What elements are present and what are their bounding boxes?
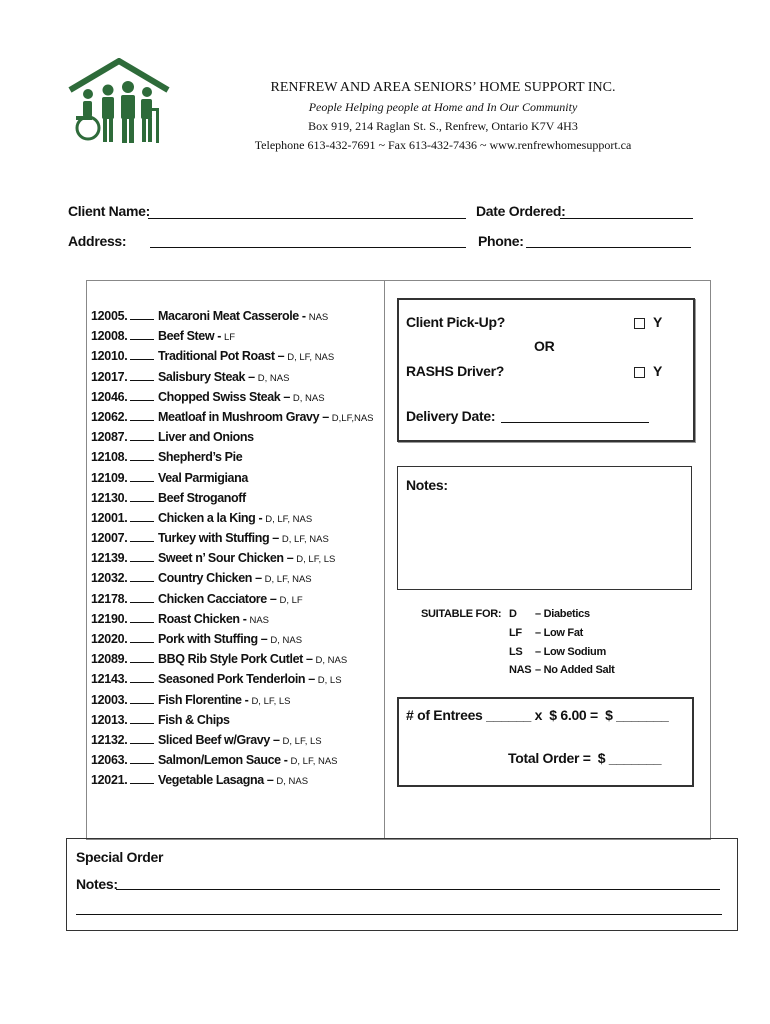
menu-item-name: Beef Stew - bbox=[158, 329, 221, 344]
menu-item-name: Fish & Chips bbox=[158, 712, 230, 727]
menu-item-code: 12010. bbox=[91, 349, 128, 364]
menu-item-name: BBQ Rib Style Pork Cutlet – bbox=[158, 652, 313, 667]
menu-item-code: 12143. bbox=[91, 672, 128, 687]
menu-item-code: 12178. bbox=[91, 591, 128, 606]
special-notes-line-1[interactable] bbox=[116, 889, 720, 890]
menu-item bbox=[91, 407, 374, 427]
menu-item-quantity-field[interactable] bbox=[130, 773, 154, 784]
menu-item-name: Country Chicken – bbox=[158, 571, 262, 586]
menu-item-tags: D, LF, LS bbox=[296, 554, 336, 566]
menu-item-code: 12132. bbox=[91, 732, 128, 747]
menu-item-quantity-field[interactable] bbox=[130, 592, 154, 603]
menu-item bbox=[91, 730, 374, 750]
menu-item-tags: D, LF, NAS bbox=[265, 513, 313, 525]
menu-item-quantity-field[interactable] bbox=[130, 349, 154, 360]
menu-item-code: 12003. bbox=[91, 692, 128, 707]
client-pickup-option[interactable] bbox=[634, 314, 662, 330]
menu-item bbox=[91, 750, 374, 770]
date-ordered-field[interactable] bbox=[560, 218, 693, 219]
legend-code: NAS bbox=[509, 664, 532, 676]
address-field[interactable] bbox=[150, 247, 466, 248]
menu-item-tags: D, LF, NAS bbox=[287, 352, 335, 364]
menu-item-tags: NAS bbox=[249, 614, 270, 626]
driver-label: RASHS Driver? bbox=[406, 363, 505, 379]
menu-item-name: Sliced Beef w/Gravy – bbox=[158, 732, 280, 747]
driver-option[interactable] bbox=[634, 363, 662, 379]
menu-item-quantity-field[interactable] bbox=[130, 511, 154, 522]
special-order-box bbox=[66, 838, 738, 931]
menu-item-tags: D, NAS bbox=[270, 635, 303, 646]
menu-item bbox=[91, 690, 374, 710]
organization-contact: Telephone 613-432-7691 ~ Fax 613-432-7436 ~ www.renfrewhomesupport.ca bbox=[254, 138, 632, 152]
menu-item bbox=[91, 589, 374, 609]
menu-item-code: 12008. bbox=[91, 329, 128, 344]
special-order-title: Special Order bbox=[76, 849, 164, 865]
menu-item bbox=[91, 367, 374, 387]
menu-item-tags: D, LF, NAS bbox=[264, 574, 312, 586]
menu-item-quantity-field[interactable] bbox=[130, 450, 154, 461]
menu-item-code: 12020. bbox=[91, 632, 128, 646]
organization-name: RENFREW AND AREA SENIORS’ HOME SUPPORT INC. bbox=[270, 80, 616, 95]
menu-item-name: Meatloaf in Mushroom Gravy – bbox=[158, 409, 329, 424]
menu-item bbox=[91, 488, 374, 508]
menu-item-quantity-field[interactable] bbox=[130, 471, 154, 482]
menu-item-name: Roast Chicken - bbox=[158, 611, 247, 626]
menu-item-quantity-field[interactable] bbox=[130, 693, 154, 704]
menu-item-code: 12001. bbox=[91, 510, 128, 525]
menu-item-tags: D, LF, NAS bbox=[290, 756, 338, 768]
phone-field[interactable] bbox=[526, 247, 691, 248]
menu-item-quantity-field[interactable] bbox=[130, 551, 154, 562]
menu-item-quantity-field[interactable] bbox=[130, 612, 154, 623]
menu-item-code: 12063. bbox=[91, 753, 128, 768]
menu-item-quantity-field[interactable] bbox=[130, 713, 154, 724]
menu-item bbox=[91, 508, 374, 528]
menu-item-name: Turkey with Stuffing – bbox=[158, 531, 279, 546]
driver-checkbox[interactable] bbox=[634, 367, 645, 378]
menu-item-name: Shepherd’s Pie bbox=[158, 450, 243, 465]
address-label: Address: bbox=[68, 233, 127, 249]
menu-item-code: 12108. bbox=[91, 450, 128, 465]
menu-item-name: Vegetable Lasagna – bbox=[158, 773, 274, 788]
menu-item-quantity-field[interactable] bbox=[130, 531, 154, 542]
or-label: OR bbox=[534, 338, 555, 354]
entrees-calculation[interactable]: # of Entrees ______ x $ 6.00 = $ _______ bbox=[406, 707, 669, 723]
menu-item-code: 12109. bbox=[91, 470, 128, 485]
date-ordered-label: Date Ordered: bbox=[476, 203, 566, 219]
menu-item-tags: D,LF,NAS bbox=[331, 412, 374, 424]
menu-item-quantity-field[interactable] bbox=[130, 733, 154, 744]
tagline: People Helping people at Home and In Our Community bbox=[308, 100, 578, 114]
menu-item bbox=[91, 427, 374, 447]
legend-description: – Diabetics bbox=[535, 608, 590, 620]
menu-item-code: 12005. bbox=[91, 309, 128, 323]
menu-item-tags: D, NAS bbox=[315, 655, 348, 667]
driver-yes-label: Y bbox=[653, 363, 663, 379]
menu-item-name: Salisbury Steak – bbox=[158, 369, 255, 384]
menu-item-code: 12139. bbox=[91, 551, 128, 566]
menu-item-quantity-field[interactable] bbox=[130, 410, 154, 421]
menu-item-code: 12087. bbox=[91, 430, 128, 445]
menu-item-code: 12089. bbox=[91, 652, 128, 667]
total-order[interactable]: Total Order = $ _______ bbox=[508, 750, 662, 766]
menu-item-quantity-field[interactable] bbox=[130, 632, 154, 643]
menu-item-quantity-field[interactable] bbox=[130, 652, 154, 663]
menu-item-quantity-field[interactable] bbox=[130, 309, 154, 320]
menu-item bbox=[91, 387, 374, 407]
menu-item-code: 12062. bbox=[91, 409, 128, 424]
menu-item-code: 12032. bbox=[91, 571, 128, 586]
client-pickup-checkbox[interactable] bbox=[634, 318, 645, 329]
menu-item-tags: D, NAS bbox=[276, 776, 309, 788]
menu-item bbox=[91, 649, 374, 669]
menu-item-code: 12190. bbox=[91, 611, 128, 626]
legend-code: LF bbox=[509, 627, 522, 639]
client-name-label: Client Name: bbox=[68, 203, 150, 219]
menu-item-name: Traditional Pot Roast – bbox=[158, 349, 285, 364]
client-pickup-yes-label: Y bbox=[653, 314, 663, 330]
menu-item bbox=[91, 528, 374, 548]
menu-item bbox=[91, 609, 374, 629]
menu-item-quantity-field[interactable] bbox=[130, 491, 154, 502]
menu-item-tags: D, NAS bbox=[257, 372, 290, 384]
notes-label: Notes: bbox=[406, 477, 448, 493]
legend-title: SUITABLE FOR: bbox=[421, 608, 502, 620]
menu-item-code: 12046. bbox=[91, 389, 128, 404]
menu-item-tags: NAS bbox=[308, 312, 329, 323]
menu-item-tags: D, LF bbox=[279, 594, 303, 606]
menu-item-name: Fish Florentine - bbox=[158, 692, 249, 707]
menu-item-code: 12007. bbox=[91, 531, 128, 546]
menu-item-quantity-field[interactable] bbox=[130, 370, 154, 381]
menu-item-tags: D, LF, NAS bbox=[281, 534, 329, 546]
menu-item-quantity-field[interactable] bbox=[130, 753, 154, 764]
menu-item-code: 12130. bbox=[91, 490, 128, 505]
legend-description: – No Added Salt bbox=[535, 664, 615, 676]
delivery-date-field[interactable] bbox=[501, 422, 649, 423]
menu-item-quantity-field[interactable] bbox=[130, 390, 154, 401]
menu-item-quantity-field[interactable] bbox=[130, 672, 154, 683]
menu-item-quantity-field[interactable] bbox=[130, 430, 154, 441]
client-name-field[interactable] bbox=[148, 218, 466, 219]
organization-address: Box 919, 214 Raglan St. S., Renfrew, Ontario K7V 4H3 bbox=[308, 119, 578, 133]
menu-item bbox=[91, 669, 374, 689]
menu-item-name: Macaroni Meat Casserole - bbox=[158, 309, 306, 323]
menu-item-code: 12017. bbox=[91, 369, 128, 384]
menu-item bbox=[91, 568, 374, 588]
menu-item-name: Chicken a la King - bbox=[158, 510, 263, 525]
client-pickup-label: Client Pick-Up? bbox=[406, 314, 505, 330]
legend-code: D bbox=[509, 608, 517, 620]
menu-item-code: 12013. bbox=[91, 712, 128, 727]
menu-item bbox=[91, 710, 374, 730]
phone-label: Phone: bbox=[478, 233, 524, 249]
menu-item-name: Seasoned Pork Tenderloin – bbox=[158, 672, 315, 687]
special-notes-label: Notes: bbox=[76, 876, 118, 892]
legend-description: – Low Sodium bbox=[535, 646, 606, 658]
menu-item-name: Liver and Onions bbox=[158, 430, 254, 445]
menu-item-tags: D, LS bbox=[317, 675, 342, 687]
menu-item bbox=[91, 326, 374, 346]
menu-item bbox=[91, 306, 374, 326]
menu-item-name: Pork with Stuffing – bbox=[158, 632, 268, 646]
menu-item-quantity-field[interactable] bbox=[130, 571, 154, 582]
menu-item-tags: D, LF, LS bbox=[251, 695, 291, 707]
menu-item-name: Chicken Cacciatore – bbox=[158, 591, 277, 606]
menu-item bbox=[91, 629, 374, 649]
legend-code: LS bbox=[509, 646, 523, 658]
menu-item bbox=[91, 468, 374, 488]
menu-item-name: Sweet n’ Sour Chicken – bbox=[158, 551, 294, 566]
menu-item bbox=[91, 770, 374, 790]
special-notes-line-2[interactable] bbox=[76, 914, 722, 915]
menu-item-quantity-field[interactable] bbox=[130, 329, 154, 340]
menu-item-code: 12021. bbox=[91, 773, 128, 788]
menu-item bbox=[91, 548, 374, 568]
legend-description: – Low Fat bbox=[535, 627, 584, 639]
menu-item-tags: D, LF, LS bbox=[282, 735, 322, 747]
menu-item-name: Beef Stroganoff bbox=[158, 490, 246, 505]
menu-item-name: Salmon/Lemon Sauce - bbox=[158, 753, 288, 768]
menu-item-name: Chopped Swiss Steak – bbox=[158, 389, 290, 404]
menu-item-tags: LF bbox=[223, 332, 236, 344]
menu-item-name: Veal Parmigiana bbox=[158, 470, 248, 485]
menu-list bbox=[91, 306, 374, 791]
menu-item-tags: D, NAS bbox=[292, 392, 325, 404]
delivery-date-label: Delivery Date: bbox=[406, 408, 496, 424]
menu-item bbox=[91, 447, 374, 467]
menu-item bbox=[91, 346, 374, 366]
